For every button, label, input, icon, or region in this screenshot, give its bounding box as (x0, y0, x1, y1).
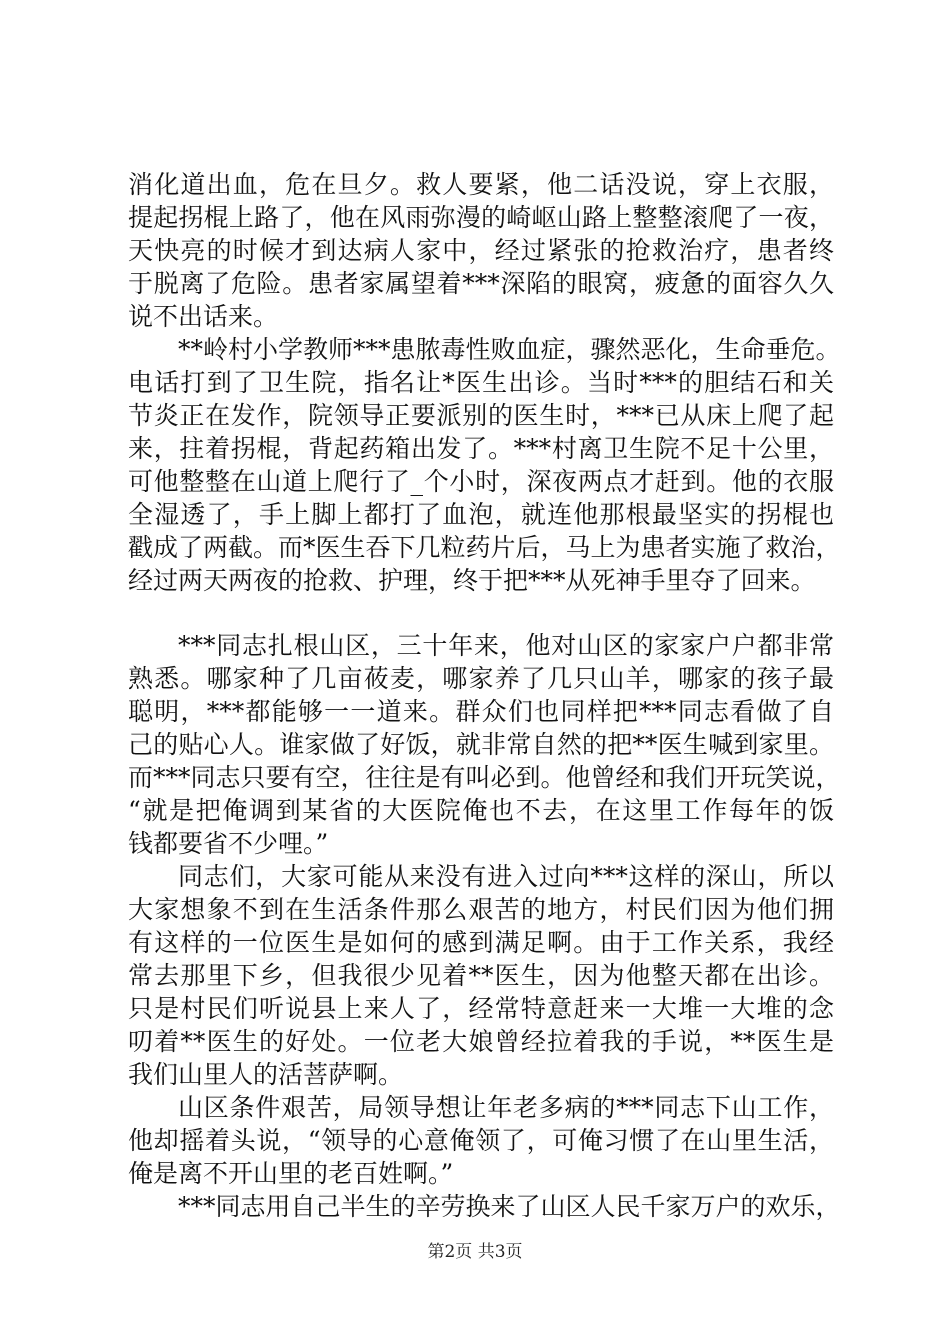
text-line: 来，拄着拐棍，背起药箱出发了。***村离卫生院不足十公里， (128, 434, 834, 463)
text-line: 常去那里下乡，但我很少见着**医生，因为他整天都在出诊。 (128, 961, 834, 990)
text-line: 可他整整在山道上爬行了_个小时，深夜两点才赶到。他的衣服 (128, 467, 834, 496)
text-line: ***同志用自己半生的辛劳换来了山区人民千家万户的欢乐， (178, 1192, 841, 1221)
text-line: 提起拐棍上路了，他在风雨弥漫的崎岖山路上整整滚爬了一夜， (128, 203, 834, 232)
text-line: 俺是离不开山里的老百姓啊。” (128, 1159, 454, 1188)
text-line: 经过两天两夜的抢救、护理，终于把***从死神手里夺了回来。 (128, 566, 816, 595)
text-line: 电话打到了卫生院，指名让*医生出诊。当时***的胆结石和关 (128, 368, 834, 397)
text-line: 有这样的一位医生是如何的感到满足啊。由于工作关系，我经 (128, 928, 834, 957)
document-body (128, 168, 841, 1223)
page-footer: 第2页 共3页 (427, 1242, 523, 1262)
text-line: 只是村民们听说县上来人了，经常特意赶来一大堆一大堆的念 (128, 994, 834, 1023)
text-line: 我们山里人的活菩萨啊。 (128, 1060, 404, 1089)
text-line: 说不出话来。 (128, 302, 279, 331)
text-line: 于脱离了危险。患者家属望着***深陷的眼窝，疲惫的面容久久 (128, 269, 834, 298)
text-line: 同志们，大家可能从来没有进入过向***这样的深山，所以 (178, 862, 834, 891)
text-line: 而***同志只要有空，往往是有叫必到。他曾经和我们开玩笑说， (128, 763, 841, 792)
text-line: 聪明，***都能够一一道来。群众们也同样把***同志看做了自 (128, 697, 834, 726)
text-line: “就是把俺调到某省的大医院俺也不去，在这里工作每年的饭 (128, 796, 834, 825)
text-line: 节炎正在发作，院领导正要派别的医生时，***已从床上爬了起 (128, 401, 834, 430)
text-line: 戳成了两截。而*医生吞下几粒药片后，马上为患者实施了救治， (128, 533, 841, 562)
text-line: 熟悉。哪家种了几亩莜麦，哪家养了几只山羊，哪家的孩子最 (128, 664, 834, 693)
text-line: 他却摇着头说，“领导的心意俺领了，可俺习惯了在山里生活， (128, 1126, 834, 1155)
text-line: 山区条件艰苦，局领导想让年老多病的***同志下山工作， (178, 1093, 834, 1122)
text-line: 叨着**医生的好处。一位老大娘曾经拉着我的手说，**医生是 (128, 1027, 834, 1056)
text-line: 己的贴心人。谁家做了好饭，就非常自然的把**医生喊到家里。 (128, 730, 834, 759)
text-line: ***同志扎根山区，三十年来，他对山区的家家户户都非常 (178, 631, 834, 660)
text-line: 天快亮的时候才到达病人家中，经过紧张的抢救治疗，患者终 (128, 236, 834, 265)
text-line: 全湿透了，手上脚上都打了血泡，就连他那根最坚实的拐棍也 (128, 500, 834, 529)
text-line: 钱都要省不少哩。” (128, 829, 329, 858)
text-line: **岭村小学教师***患脓毒性败血症，骤然恶化，生命垂危。 (178, 335, 841, 364)
paragraph-gap (128, 597, 834, 629)
text-line: 大家想象不到在生活条件那么艰苦的地方，村民们因为他们拥 (128, 895, 834, 924)
text-line: 消化道出血，危在旦夕。救人要紧，他二话没说，穿上衣服， (128, 170, 834, 199)
